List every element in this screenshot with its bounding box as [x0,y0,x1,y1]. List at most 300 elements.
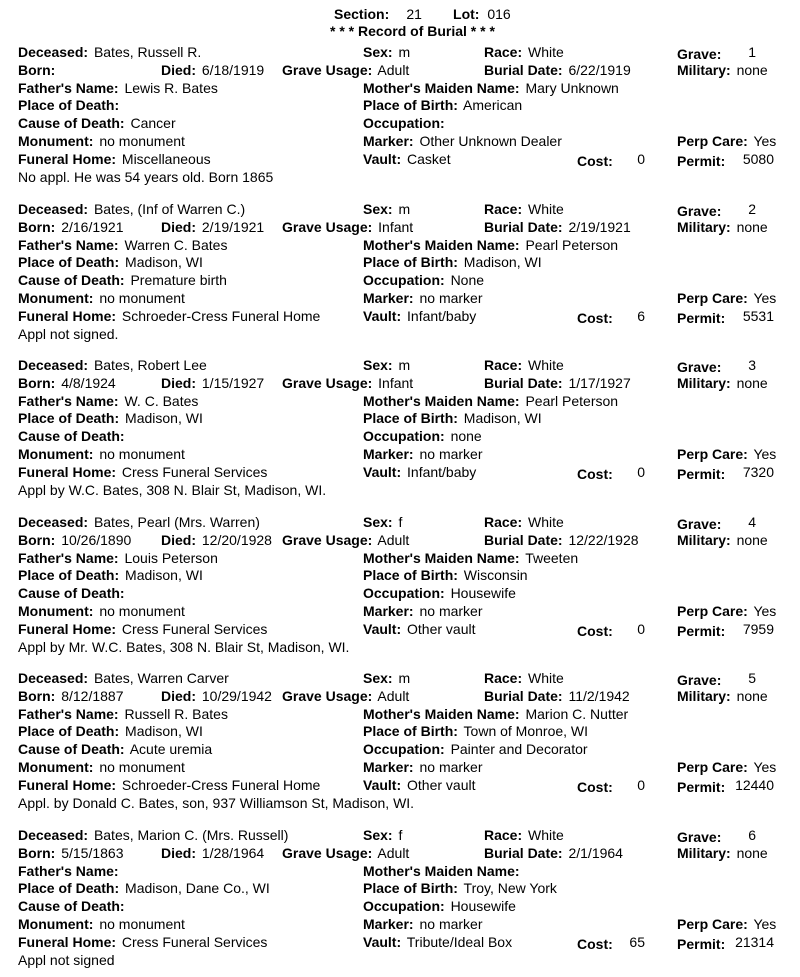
born-label: Born: [18,687,56,704]
sex-field [363,44,410,61]
vault-label: Vault: [363,463,402,480]
marker-value: no marker [419,446,483,462]
cost-label: Cost: [577,935,613,952]
sex-field [363,201,410,218]
burial-record [0,201,800,351]
fathers-name-label: Father's Name: [18,705,119,722]
monument-value: no monument [99,446,185,462]
monument-value: no monument [99,916,185,932]
permit-label: Permit: [677,778,726,795]
vault-value: Infant/baby [407,463,477,480]
permit-label: Permit: [677,935,726,952]
record-note: Appl by W.C. Bates, 308 N. Blair St, Madison, WI. [18,481,327,498]
occupation-label: Occupation: [363,898,445,915]
mothers-maiden-name-value: Pearl Peterson [525,236,619,253]
grave-usage-value: Adult [377,61,410,78]
place-of-death-field [18,97,121,114]
grave-value: 2 [748,201,756,217]
marker-field [363,446,483,463]
place-of-birth-field [363,880,557,897]
vault-label: Vault: [363,933,402,950]
marker-value: no marker [419,916,483,932]
perp-care-value: Yes [753,603,777,619]
permit-value: 12440 [735,776,774,793]
occupation-field [363,898,516,915]
military-field [677,375,768,392]
fathers-name-label: Father's Name: [18,392,119,409]
born-label: Born: [18,218,56,235]
vault-field [363,308,476,325]
fathers-name-label: Father's Name: [18,862,119,879]
fathers-name-label: Father's Name: [18,79,119,96]
born-label: Born: [18,531,56,548]
vault-label: Vault: [363,150,402,167]
race-field [484,514,564,531]
fathers-name-value: Russell R. Bates [124,705,228,722]
died-value: 1/15/1927 [201,374,265,391]
funeral-home-field [18,151,211,168]
perp-care-field [677,290,776,307]
fathers-name-value: Warren C. Bates [124,236,228,253]
funeral-home-value: Schroeder-Cress Funeral Home [121,307,321,324]
cause-of-death-label: Cause of Death: [18,585,125,602]
race-value: White [528,357,564,373]
place-of-birth-value: Town of Monroe, WI [463,723,589,740]
deceased-value: Bates, Pearl (Mrs. Warren) [93,514,260,530]
vault-value: Casket [407,150,451,167]
occupation-field [363,585,516,602]
race-value: White [528,827,564,843]
sex-value: f [398,514,403,530]
place-of-birth-value: Troy, New York [463,880,557,897]
grave-label: Grave: [677,672,722,688]
record-note: Appl. by Donald C. Bates, son, 937 Williamson St, Madison, WI. [18,794,415,811]
burial-record [0,827,800,977]
lot-label: Lot: [453,6,480,22]
cause-of-death-value: Acute uremia [129,741,213,758]
burial-record [0,514,800,664]
military-label: Military: [677,374,731,391]
place-of-death-label: Place of Death: [18,97,120,114]
monument-field [18,759,185,776]
deceased-label: Deceased: [18,827,89,843]
sex-field [363,670,410,687]
grave-usage-field [282,219,413,236]
sex-label: Sex: [363,201,393,217]
mothers-maiden-name-value: Mary Unknown [525,79,619,96]
cause-of-death-value: Cancer [130,115,176,132]
born-value: 2/16/1921 [61,218,124,235]
place-of-birth-field [363,723,588,740]
sex-value: m [398,670,411,686]
mothers-maiden-name-label: Mother's Maiden Name: [363,549,520,566]
died-label: Died: [161,218,196,235]
permit-value: 5531 [742,307,774,324]
vault-value: Infant/baby [407,307,477,324]
occupation-value: Painter and Decorator [450,741,588,758]
deceased-field [18,357,207,374]
funeral-home-value: Cress Funeral Services [121,463,268,480]
place-of-birth-field [363,254,542,271]
place-of-death-label: Place of Death: [18,254,120,271]
place-of-birth-label: Place of Birth: [363,723,458,740]
military-field [677,62,768,79]
grave-label: Grave: [677,203,722,219]
marker-label: Marker: [363,603,414,619]
place-of-death-field [18,254,203,271]
place-of-birth-label: Place of Birth: [363,254,458,271]
mothers-maiden-name-field [363,863,522,880]
cause-of-death-field [18,585,127,602]
sex-label: Sex: [363,44,393,60]
vault-field [363,464,476,481]
place-of-birth-label: Place of Birth: [363,567,458,584]
monument-field [18,603,185,620]
military-label: Military: [677,531,731,548]
fathers-name-field [18,550,218,567]
fathers-name-label: Father's Name: [18,549,119,566]
place-of-death-field [18,723,203,740]
permit-value: 7320 [742,463,774,480]
occupation-label: Occupation: [363,585,445,602]
burial-date-field [484,375,631,392]
perp-care-value: Yes [753,916,777,932]
cost-label: Cost: [577,465,613,482]
place-of-death-value: Madison, WI [125,410,203,427]
monument-label: Monument: [18,446,94,462]
place-of-death-field [18,567,203,584]
vault-value: Other vault [407,776,476,793]
place-of-birth-value: American [463,97,523,114]
funeral-home-field [18,464,267,481]
cause-of-death-label: Cause of Death: [18,741,125,758]
military-value: none [736,844,768,861]
funeral-home-value: Schroeder-Cress Funeral Home [121,776,321,793]
race-field [484,201,564,218]
monument-label: Monument: [18,759,94,775]
race-value: White [528,201,564,217]
occupation-value: Housewife [450,898,516,915]
marker-label: Marker: [363,916,414,932]
place-of-death-value: Madison, WI [125,567,203,584]
grave-value: 5 [748,670,756,686]
fathers-name-field [18,393,198,410]
died-label: Died: [161,687,196,704]
marker-field [363,290,483,307]
monument-label: Monument: [18,603,94,619]
died-field [161,688,272,705]
marker-value: no marker [419,290,483,306]
burial-date-label: Burial Date: [484,687,563,704]
occupation-field [363,115,447,132]
cause-of-death-label: Cause of Death: [18,272,125,289]
funeral-home-value: Cress Funeral Services [121,933,268,950]
deceased-label: Deceased: [18,201,89,217]
record-note: Appl by Mr. W.C. Bates, 308 N. Blair St, Madison, WI. [18,638,350,655]
vault-label: Vault: [363,776,402,793]
cause-of-death-label: Cause of Death: [18,898,125,915]
grave-usage-field [282,845,409,862]
born-value: 10/26/1890 [61,531,132,548]
deceased-value: Bates, (Inf of Warren C.) [93,201,246,217]
place-of-death-label: Place of Death: [18,410,120,427]
died-value: 12/20/1928 [201,531,272,548]
mothers-maiden-name-value: Pearl Peterson [525,392,619,409]
born-value: 5/15/1863 [61,844,124,861]
perp-care-label: Perp Care: [677,603,748,619]
vault-field [363,151,451,168]
place-of-death-value: Madison, WI [125,723,203,740]
perp-care-label: Perp Care: [677,916,748,932]
grave-usage-label: Grave Usage: [282,531,373,548]
marker-label: Marker: [363,759,414,775]
funeral-home-label: Funeral Home: [18,933,117,950]
perp-care-value: Yes [753,290,777,306]
place-of-birth-label: Place of Birth: [363,410,458,427]
race-label: Race: [484,514,523,530]
military-value: none [736,218,768,235]
funeral-home-label: Funeral Home: [18,307,117,324]
deceased-value: Bates, Robert Lee [93,357,207,373]
deceased-field [18,827,288,844]
occupation-label: Occupation: [363,741,445,758]
burial-date-value: 1/17/1927 [568,374,631,391]
born-field [18,62,57,79]
grave-label: Grave: [677,46,722,62]
monument-field [18,290,185,307]
occupation-field [363,741,588,758]
mothers-maiden-name-field [363,550,578,567]
burial-record [0,44,800,194]
place-of-death-field [18,880,270,897]
born-label: Born: [18,374,56,391]
race-field [484,44,564,61]
died-field [161,375,264,392]
race-field [484,357,564,374]
mothers-maiden-name-field [363,237,618,254]
fathers-name-value: Louis Peterson [124,549,218,566]
cost-value: 0 [637,776,645,793]
military-field [677,532,768,549]
race-value: White [528,670,564,686]
monument-label: Monument: [18,916,94,932]
mothers-maiden-name-value: Marion C. Nutter [525,705,629,722]
cause-of-death-field [18,428,127,445]
vault-label: Vault: [363,620,402,637]
grave-usage-label: Grave Usage: [282,687,373,704]
permit-label: Permit: [677,152,726,169]
perp-care-label: Perp Care: [677,133,748,149]
grave-usage-value: Infant [378,218,414,235]
perp-care-label: Perp Care: [677,759,748,775]
marker-label: Marker: [363,133,414,149]
perp-care-field [677,133,776,150]
military-value: none [736,687,768,704]
occupation-field [363,272,484,289]
grave-value: 1 [748,44,756,60]
mothers-maiden-name-label: Mother's Maiden Name: [363,862,520,879]
burial-date-field [484,845,623,862]
funeral-home-value: Miscellaneous [121,150,211,167]
born-label: Born: [18,844,56,861]
born-field [18,688,124,705]
burial-date-field [484,219,631,236]
died-label: Died: [161,844,196,861]
fathers-name-field [18,80,218,97]
deceased-field [18,514,260,531]
monument-value: no monument [99,759,185,775]
sex-field [363,357,410,374]
cause-of-death-field [18,272,227,289]
permit-label: Permit: [677,465,726,482]
grave-usage-field [282,532,409,549]
marker-label: Marker: [363,446,414,462]
died-label: Died: [161,531,196,548]
cost-value: 6 [637,307,645,324]
grave-value: 4 [748,514,756,530]
marker-value: Other Unknown Dealer [419,133,562,149]
sex-value: m [398,44,411,60]
grave-usage-label: Grave Usage: [282,374,373,391]
race-label: Race: [484,44,523,60]
fathers-name-value: Lewis R. Bates [124,79,218,96]
military-value: none [736,531,768,548]
deceased-label: Deceased: [18,44,89,60]
cause-of-death-label: Cause of Death: [18,428,125,445]
died-field [161,219,264,236]
fathers-name-label: Father's Name: [18,236,119,253]
burial-date-field [484,688,630,705]
place-of-death-label: Place of Death: [18,880,120,897]
military-label: Military: [677,61,731,78]
occupation-label: Occupation: [363,272,445,289]
place-of-death-value: Madison, WI [125,254,203,271]
race-label: Race: [484,357,523,373]
race-value: White [528,514,564,530]
permit-value: 7959 [742,620,774,637]
military-label: Military: [677,218,731,235]
perp-care-field [677,916,776,933]
race-label: Race: [484,827,523,843]
born-label: Born: [18,61,56,78]
record-title: * * * Record of Burial * * * [330,23,495,39]
vault-field [363,621,476,638]
grave-usage-label: Grave Usage: [282,844,373,861]
burial-date-value: 2/19/1921 [568,218,631,235]
mothers-maiden-name-label: Mother's Maiden Name: [363,705,520,722]
burial-record [0,357,800,507]
perp-care-field [677,759,776,776]
died-field [161,845,264,862]
grave-usage-value: Infant [378,374,414,391]
perp-care-field [677,446,776,463]
burial-date-field [484,62,631,79]
marker-field [363,759,483,776]
marker-value: no marker [419,603,483,619]
grave-usage-value: Adult [377,687,410,704]
monument-label: Monument: [18,290,94,306]
occupation-value: None [450,272,485,289]
place-of-birth-label: Place of Birth: [363,880,458,897]
burial-date-label: Burial Date: [484,218,563,235]
vault-value: Tribute/Ideal Box [406,933,513,950]
died-field [161,62,264,79]
born-field [18,845,124,862]
place-of-birth-field [363,410,542,427]
mothers-maiden-name-value: Tweeten [525,549,579,566]
burial-date-label: Burial Date: [484,844,563,861]
burial-date-value: 12/22/1928 [568,531,639,548]
vault-label: Vault: [363,307,402,324]
cause-of-death-field [18,115,176,132]
deceased-value: Bates, Marion C. (Mrs. Russell) [93,827,289,843]
military-field [677,688,768,705]
deceased-label: Deceased: [18,670,89,686]
fathers-name-field [18,863,121,880]
burial-record [0,670,800,820]
funeral-home-field [18,934,267,951]
place-of-birth-value: Wisconsin [463,567,528,584]
sex-label: Sex: [363,670,393,686]
monument-field [18,133,185,150]
record-note: Appl not signed [18,951,115,968]
vault-field [363,777,476,794]
occupation-value: Housewife [450,585,516,602]
occupation-value: none [450,428,482,445]
marker-label: Marker: [363,290,414,306]
grave-label: Grave: [677,359,722,375]
grave-value: 6 [748,827,756,843]
mothers-maiden-name-label: Mother's Maiden Name: [363,392,520,409]
born-field [18,219,124,236]
place-of-death-label: Place of Death: [18,723,120,740]
monument-value: no monument [99,133,185,149]
deceased-value: Bates, Warren Carver [93,670,229,686]
mothers-maiden-name-label: Mother's Maiden Name: [363,79,520,96]
marker-value: no marker [419,759,483,775]
born-value: 8/12/1887 [61,687,124,704]
marker-field [363,916,483,933]
permit-label: Permit: [677,622,726,639]
grave-value: 3 [748,357,756,373]
grave-usage-label: Grave Usage: [282,61,373,78]
burial-date-value: 6/22/1919 [568,61,631,78]
race-label: Race: [484,201,523,217]
born-value: 4/8/1924 [61,374,116,391]
deceased-field [18,201,245,218]
vault-field [363,934,512,951]
cost-value: 0 [637,463,645,480]
sex-label: Sex: [363,357,393,373]
section-value: 21 [406,6,422,22]
deceased-label: Deceased: [18,514,89,530]
cost-label: Cost: [577,309,613,326]
monument-value: no monument [99,290,185,306]
fathers-name-value: W. C. Bates [124,392,199,409]
occupation-label: Occupation: [363,428,445,445]
place-of-birth-value: Madison, WI [463,254,542,271]
place-of-death-label: Place of Death: [18,567,120,584]
perp-care-field [677,603,776,620]
monument-field [18,446,185,463]
occupation-label: Occupation: [363,115,445,132]
cost-label: Cost: [577,778,613,795]
funeral-home-field [18,308,320,325]
born-field [18,375,116,392]
place-of-birth-value: Madison, WI [463,410,542,427]
permit-value: 5080 [742,150,774,167]
cost-value: 65 [629,933,645,950]
